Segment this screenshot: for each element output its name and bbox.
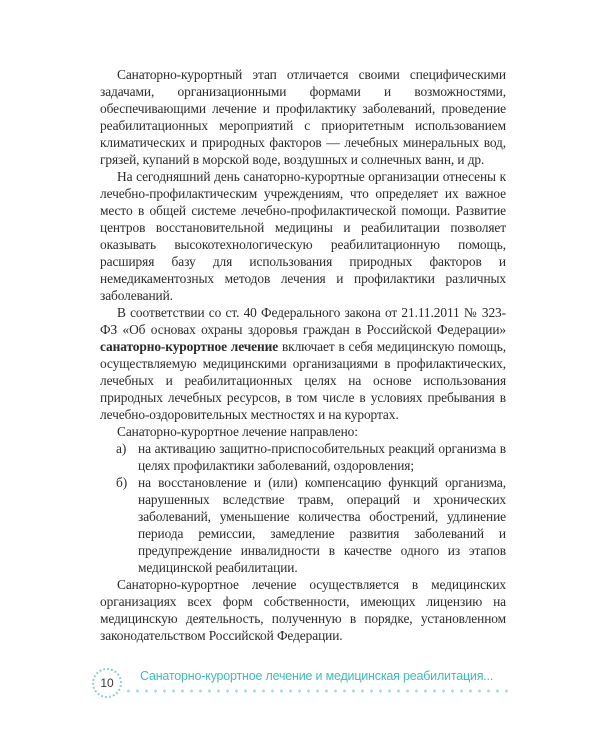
page-body	[100, 66, 506, 644]
page-number: 10	[92, 668, 122, 698]
list-item-a	[100, 440, 506, 474]
law-text-end: включает в себя медицинскую помощь, осуществляемую медицинскими организациями в профилактических, лечебных и реабилитационных целях на основе использования природных лечебных ресурсов, в том числе в условиях пребывания в лечебно-оздоровительных местностях и на курортах.	[100, 339, 506, 422]
paragraph-law	[100, 304, 506, 423]
list-item-b	[100, 474, 506, 576]
list-text: на активацию защитно-приспособительных реакций организма в целях профилактики заболеваний, оздоровления;	[138, 441, 506, 473]
paragraph-organizations: На сегодняшний день санаторно-курортные организации отнесены к лечебно-профилактическим учреждениям, что определяет их важное место в общей системе лечебно-профилактической помощи. Развитие центров восстановительной медицины и реабилитации позволяет оказывать высокотехнологическую реабилитационную помощь, расширяя базу для использования природных факторов и немедикаментозных методов лечения и профилактики различных заболеваний.	[100, 169, 506, 303]
paragraph-intro: Санаторно-курортный этап отличается своими специфическими задачами, организационными формами и возможностями, обеспечивающими лечение и профилактику заболеваний, проведение реабилитационных мероприятий с приоритетным использованием климатических и природных факторов — лечебных минеральных вод, грязей, купаний в морской воде, воздушных и солнечных ванн, и др.	[100, 67, 506, 167]
list-marker: а)	[116, 441, 127, 456]
law-term-bold: санаторно-курортное лечение	[100, 339, 279, 354]
paragraph-directed: Санаторно-курортное лечение направлено:	[117, 424, 358, 439]
paragraph-organizations-license: Санаторно-курортное лечение осуществляется в медицинских организациях всех форм собственности, имеющих лицензию на медицинскую деятельность, полученную в порядке, установленном законодательством Российской Федерации.	[100, 577, 506, 643]
list-marker: б)	[116, 475, 128, 490]
list-text: на восстановление и (или) компенсацию функций организма, нарушенных вследствие травм, операций и хронических заболеваний, уменьшение количества обострений, удлинение периода ремиссии, замедление развития заболеваний и предупреждение инвалидности в качестве одного из этапов медицинской реабилитации.	[138, 475, 506, 575]
running-title: Санаторно-курортное лечение и медицинская реабилитация...	[140, 669, 494, 683]
page-footer	[92, 664, 512, 698]
dotted-divider	[124, 688, 512, 694]
law-text-start: В соответствии со ст. 40 Федерального закона от 21.11.2011 № 323-ФЗ «Об основах охраны здоровья граждан в Российской Федерации»	[100, 305, 506, 337]
